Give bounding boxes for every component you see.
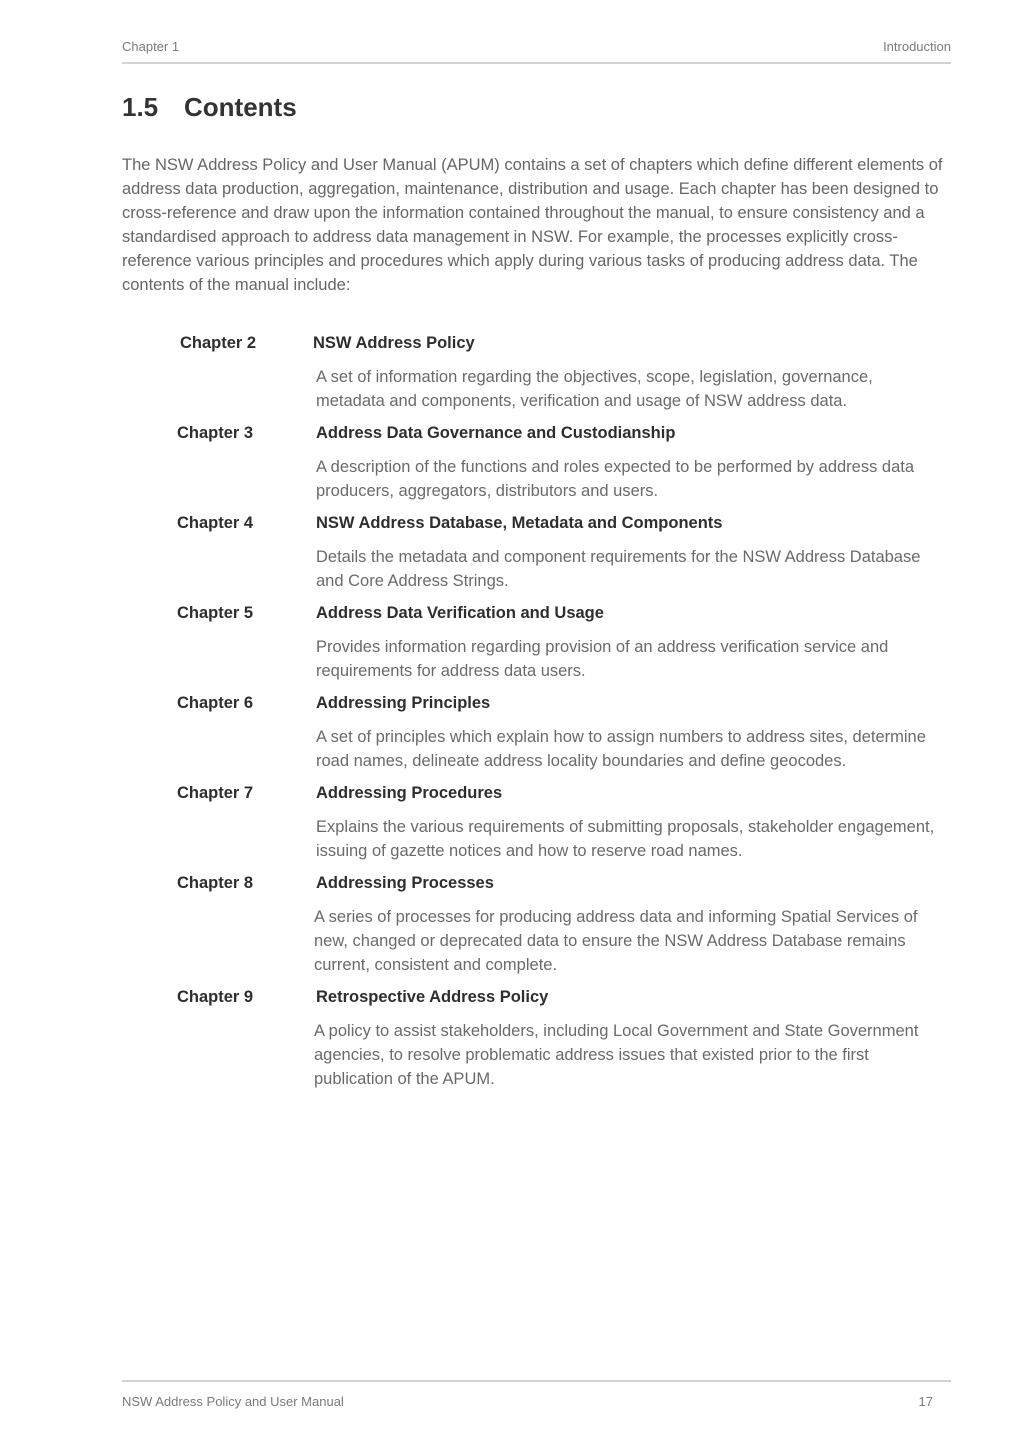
chapter-title: Addressing Processes bbox=[316, 874, 494, 892]
chapter-entry bbox=[0, 781, 1024, 871]
chapter-description: Details the metadata and component requirements for the NSW Address Database and Core Address Strings. bbox=[316, 548, 921, 590]
chapter-entry bbox=[0, 601, 1024, 691]
chapter-label: Chapter 9 bbox=[177, 988, 254, 1006]
page-header bbox=[122, 38, 951, 64]
chapter-entry bbox=[0, 871, 1024, 985]
chapter-label: Chapter 8 bbox=[177, 874, 254, 892]
section-title bbox=[122, 92, 297, 123]
page-number: 17 bbox=[918, 1394, 933, 1409]
chapter-label: Chapter 4 bbox=[177, 514, 254, 532]
chapter-description: A series of processes for producing address data and informing Spatial Services of new, changed or deprecated data to ensure the NSW Address Database remains current, consistent and complete. bbox=[314, 908, 918, 974]
chapter-label: Chapter 2 bbox=[180, 334, 257, 352]
chapter-title: Address Data Governance and Custodianship bbox=[316, 424, 676, 442]
chapter-entry bbox=[0, 985, 1024, 1099]
chapter-title: Addressing Principles bbox=[316, 694, 491, 712]
section-title-text: Contents bbox=[184, 92, 297, 122]
chapter-title: Retrospective Address Policy bbox=[316, 988, 549, 1006]
chapter-entry bbox=[0, 331, 1024, 421]
chapter-description: Provides information regarding provision of an address verification service and requirements for address data users. bbox=[316, 638, 889, 680]
header-chapter: Chapter 1 bbox=[122, 39, 180, 54]
chapter-label: Chapter 7 bbox=[177, 784, 254, 802]
chapter-label: Chapter 6 bbox=[177, 694, 254, 712]
chapter-description: A set of principles which explain how to assign numbers to address sites, determine road names, delineate address locality boundaries and define geocodes. bbox=[316, 728, 926, 770]
footer-title: NSW Address Policy and User Manual bbox=[122, 1394, 344, 1409]
intro-paragraph: The NSW Address Policy and User Manual (APUM) contains a set of chapters which define different elements of address data production, aggregation, maintenance, distribution and usage. Each chapter has been designed to cross-reference and draw upon the information contained throughout the manual, to ensure consistency and a standardised approach to address data management in NSW. For example, the processes explicitly cross-reference various principles and procedures which apply during various tasks of producing address data. The contents of the manual include: bbox=[122, 156, 943, 294]
chapter-description: A policy to assist stakeholders, including Local Government and State Government agencies, to resolve problematic address issues that existed prior to the first publication of the APUM. bbox=[314, 1022, 919, 1088]
chapter-entry bbox=[0, 421, 1024, 511]
chapter-title: Address Data Verification and Usage bbox=[316, 604, 604, 622]
chapter-entry bbox=[0, 511, 1024, 601]
chapter-title: NSW Address Database, Metadata and Components bbox=[316, 514, 723, 532]
chapter-entry bbox=[0, 691, 1024, 781]
chapter-description: Explains the various requirements of submitting proposals, stakeholder engagement, issuing of gazette notices and how to reserve road names. bbox=[316, 818, 935, 860]
chapter-label: Chapter 5 bbox=[177, 604, 254, 622]
page-footer bbox=[122, 1380, 951, 1409]
chapter-description: A description of the functions and roles expected to be performed by address data producers, aggregators, distributors and users. bbox=[316, 458, 915, 500]
section-number: 1.5 bbox=[122, 92, 159, 122]
chapter-title: NSW Address Policy bbox=[313, 334, 475, 352]
chapter-list bbox=[0, 331, 1024, 1099]
header-section: Introduction bbox=[883, 39, 951, 54]
chapter-title: Addressing Procedures bbox=[316, 784, 503, 802]
chapter-description: A set of information regarding the objectives, scope, legislation, governance, metadata and components, verification and usage of NSW address data. bbox=[316, 368, 873, 410]
chapter-label: Chapter 3 bbox=[177, 424, 254, 442]
